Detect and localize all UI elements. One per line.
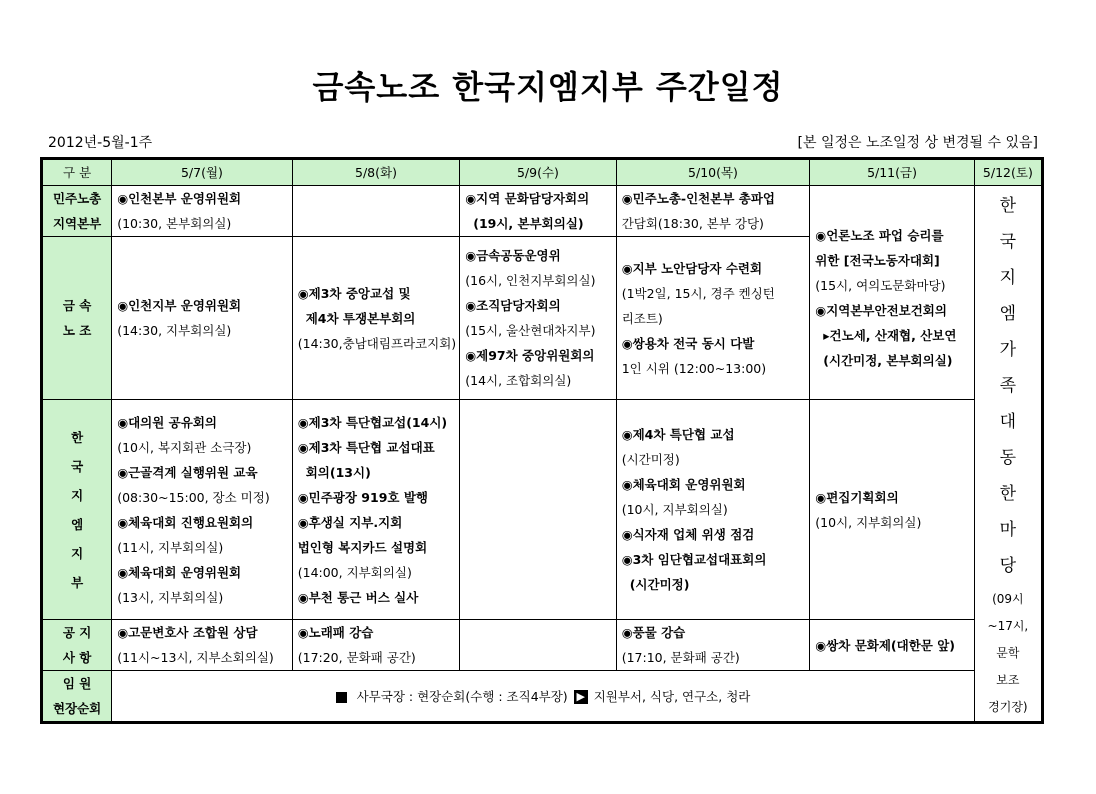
header-sat: 5/12(토) — [974, 159, 1042, 186]
cell-metal-thu — [616, 237, 810, 400]
event-line: ◉3차 임단협교섭대표회의 — [621, 552, 767, 567]
event-line: ◉쌍차 문화제(대한문 앞) — [815, 637, 955, 653]
category-label-line: 지역본부 — [52, 216, 102, 231]
saturday-title-char: 국 — [999, 232, 1017, 252]
category-officers — [42, 671, 112, 723]
category-regional — [42, 186, 112, 237]
cell-regional-tue — [292, 186, 460, 237]
event-line: ◉민주광장 919호 발행 — [297, 489, 428, 505]
event-line: ◉지역본부안전보건회의 — [815, 302, 947, 318]
row-gm — [42, 400, 1043, 620]
event-line: ◉노래패 강습 — [297, 625, 374, 640]
event-line: (13시, 지부회의실) — [117, 589, 224, 605]
cell-gm-thu — [616, 400, 810, 620]
event-line: ◉지부 노안담당자 수련회 — [621, 260, 763, 276]
saturday-title-char: 가 — [999, 340, 1017, 360]
event-line: ◉제3차 특단협 교섭대표 — [297, 439, 435, 455]
event-line: 제4차 투쟁본부회의 — [305, 310, 416, 326]
saturday-title-char: 대 — [999, 412, 1017, 432]
category-label-line: 민주노총 — [52, 191, 102, 206]
saturday-detail-line: 보조 — [996, 673, 1020, 687]
header-row — [42, 159, 1043, 186]
cell-gm-mon — [112, 400, 293, 620]
category-label-line: 사 항 — [62, 650, 92, 665]
header-tue: 5/8(화) — [292, 159, 460, 186]
row-public — [42, 620, 1043, 671]
saturday-title-char: 한 — [999, 484, 1017, 504]
event-line: ◉제97차 중앙위원회의 — [465, 348, 595, 363]
event-line: ◉후생실 지부.지회 — [297, 514, 403, 530]
saturday-title-char: 지 — [999, 268, 1017, 288]
event-line: ▸건노세, 산재협, 산보연 — [823, 327, 957, 343]
cell-public-mon — [112, 620, 293, 671]
event-line: (11시~13시, 지부소회의실) — [117, 650, 274, 665]
event-line: 위한 [전국노동자대회] — [815, 252, 940, 268]
event-line: (1박2일, 15시, 경주 켄싱턴 — [621, 285, 775, 301]
cell-public-fri — [810, 620, 974, 671]
event-line: (17:10, 문화패 공간) — [621, 650, 740, 665]
page-title: 금속노조 한국지엠지부 주간일정 — [312, 68, 784, 106]
event-line: (08:30~15:00, 장소 미정) — [117, 489, 270, 505]
schedule-notice: [본 일정은 노조일정 상 변경될 수 있음] — [797, 135, 1038, 151]
category-label-line: 노 조 — [62, 323, 92, 338]
event-line: (14:30, 지부회의실) — [117, 323, 232, 338]
row-regional — [42, 186, 1043, 237]
arrow-right-icon: ▶ — [574, 690, 588, 704]
saturday-detail-line: (09시 — [992, 592, 1024, 606]
event-line: 회의(13시) — [305, 464, 371, 480]
saturday-event-title — [980, 188, 1036, 584]
category-label-line: 부 — [71, 574, 84, 590]
saturday-event-detail — [980, 588, 1036, 719]
event-line: ◉근골격계 실행위원 교육 — [117, 464, 258, 480]
event-line: ◉쌍용차 전국 동시 다발 — [621, 335, 755, 351]
saturday-title-char: 엠 — [999, 304, 1017, 324]
schedule-week: 2012년-5월-1주 — [48, 135, 153, 151]
event-line: (11시, 지부회의실) — [117, 539, 224, 555]
header-category: 구 분 — [42, 159, 112, 186]
cell-metal-fri — [810, 186, 974, 400]
event-line: ◉대의원 공유회의 — [117, 414, 217, 430]
event-line: (10시, 복지회관 소극장) — [117, 439, 252, 455]
event-line: (15시, 여의도문화마당) — [815, 277, 946, 293]
officers-visit-sites: 지원부서, 식당, 연구소, 청라 — [593, 688, 751, 704]
saturday-title-char: 한 — [999, 196, 1017, 216]
category-label-line: 지 — [71, 487, 84, 503]
event-line: 1인 시위 (12:00~13:00) — [621, 360, 767, 376]
saturday-detail-line: 문학 — [996, 646, 1020, 660]
cell-regional-wed — [460, 186, 616, 237]
event-line: ◉제3차 특단협교섭(14시) — [297, 414, 448, 430]
event-line: (시간미정) — [621, 452, 680, 467]
event-line: 법인형 복지카드 설명회 — [297, 539, 428, 555]
event-line: ◉부천 통근 버스 실사 — [297, 589, 419, 605]
event-line: ◉인천지부 운영위원회 — [117, 298, 242, 313]
event-line: ◉언론노조 파업 승리를 — [815, 227, 944, 243]
cell-regional-thu — [616, 186, 810, 237]
cell-metal-tue — [292, 237, 460, 400]
header-fri: 5/11(금) — [810, 159, 974, 186]
saturday-title-char: 동 — [999, 448, 1017, 468]
event-line: (14:00, 지부회의실) — [297, 564, 412, 580]
event-line: ◉제3차 중앙교섭 및 — [297, 285, 411, 301]
event-line: ◉체육대회 진행요원회의 — [117, 514, 254, 530]
category-metal — [42, 237, 112, 400]
event-line: ◉고문변호사 조합원 상담 — [117, 625, 258, 640]
square-bullet-icon — [336, 692, 347, 703]
header-mon: 5/7(월) — [112, 159, 293, 186]
event-line: (17:20, 문화패 공간) — [297, 650, 416, 665]
event-line: (10:30, 본부회의실) — [117, 216, 232, 231]
row-officers — [42, 671, 1043, 723]
cell-public-thu — [616, 620, 810, 671]
saturday-detail-line: 경기장) — [988, 700, 1028, 714]
category-label-line: 현장순회 — [52, 701, 102, 716]
cell-public-wed — [460, 620, 616, 671]
cell-gm-fri — [810, 400, 974, 620]
event-line: (10시, 지부회의실) — [815, 514, 922, 530]
cell-public-tue — [292, 620, 460, 671]
event-line: ◉조직담당자회의 — [465, 298, 561, 313]
officers-visit — [112, 671, 975, 723]
category-label-line: 공 지 — [62, 625, 92, 640]
header-wed: 5/9(수) — [460, 159, 616, 186]
saturday-event — [974, 186, 1042, 723]
saturday-title-char: 마 — [999, 520, 1017, 540]
officers-visit-lead: 사무국장 : 현장순회(수행 : 조직4부장) — [356, 688, 568, 704]
event-line: ◉지역 문화담당자회의 — [465, 191, 590, 206]
category-label-line: 엠 — [71, 516, 84, 532]
event-line: ◉풍물 강습 — [621, 625, 686, 640]
header-thu: 5/10(목) — [616, 159, 810, 186]
event-line: 리조트) — [621, 310, 663, 326]
cell-metal-wed — [460, 237, 616, 400]
category-public — [42, 620, 112, 671]
event-line: ◉체육대회 운영위원회 — [117, 564, 242, 580]
event-line: ◉민주노총-인천본부 총파업 — [621, 191, 775, 206]
cell-regional-mon — [112, 186, 293, 237]
event-line: (10시, 지부회의실) — [621, 502, 728, 517]
event-line: ◉금속공동운영위 — [465, 248, 561, 263]
cell-metal-mon — [112, 237, 293, 400]
event-line: (14시, 조합회의실) — [465, 373, 572, 388]
event-line: 간담회(18:30, 본부 강당) — [621, 216, 764, 231]
saturday-title-char: 당 — [999, 556, 1017, 576]
event-line: (14:30,충남대림프라코지회) — [297, 335, 457, 351]
cell-gm-tue — [292, 400, 460, 620]
schedule-table — [40, 157, 1044, 724]
category-gm — [42, 400, 112, 620]
category-label-line: 금 속 — [62, 298, 92, 313]
event-line: ◉체육대회 운영위원회 — [621, 477, 746, 492]
event-line: ◉식자재 업체 위생 점검 — [621, 527, 755, 542]
event-line: (시간미정) — [629, 577, 690, 592]
category-label-line: 한 — [71, 429, 84, 445]
event-line: (시간미정, 본부회의실) — [823, 352, 953, 368]
event-line: (16시, 인천지부회의실) — [465, 273, 596, 288]
saturday-title-char: 족 — [999, 376, 1017, 396]
category-label-line: 지 — [71, 545, 84, 561]
event-line: ◉편집기획회의 — [815, 489, 899, 505]
saturday-detail-line: ~17시, — [987, 619, 1029, 633]
event-line: (19시, 본부회의실) — [473, 216, 584, 231]
category-label-line: 국 — [71, 458, 84, 474]
category-label-line: 임 원 — [62, 676, 92, 691]
event-line: (15시, 울산현대차지부) — [465, 323, 596, 338]
event-line: ◉인천본부 운영위원회 — [117, 191, 242, 206]
event-line: ◉제4차 특단협 교섭 — [621, 427, 735, 442]
cell-gm-wed — [460, 400, 616, 620]
